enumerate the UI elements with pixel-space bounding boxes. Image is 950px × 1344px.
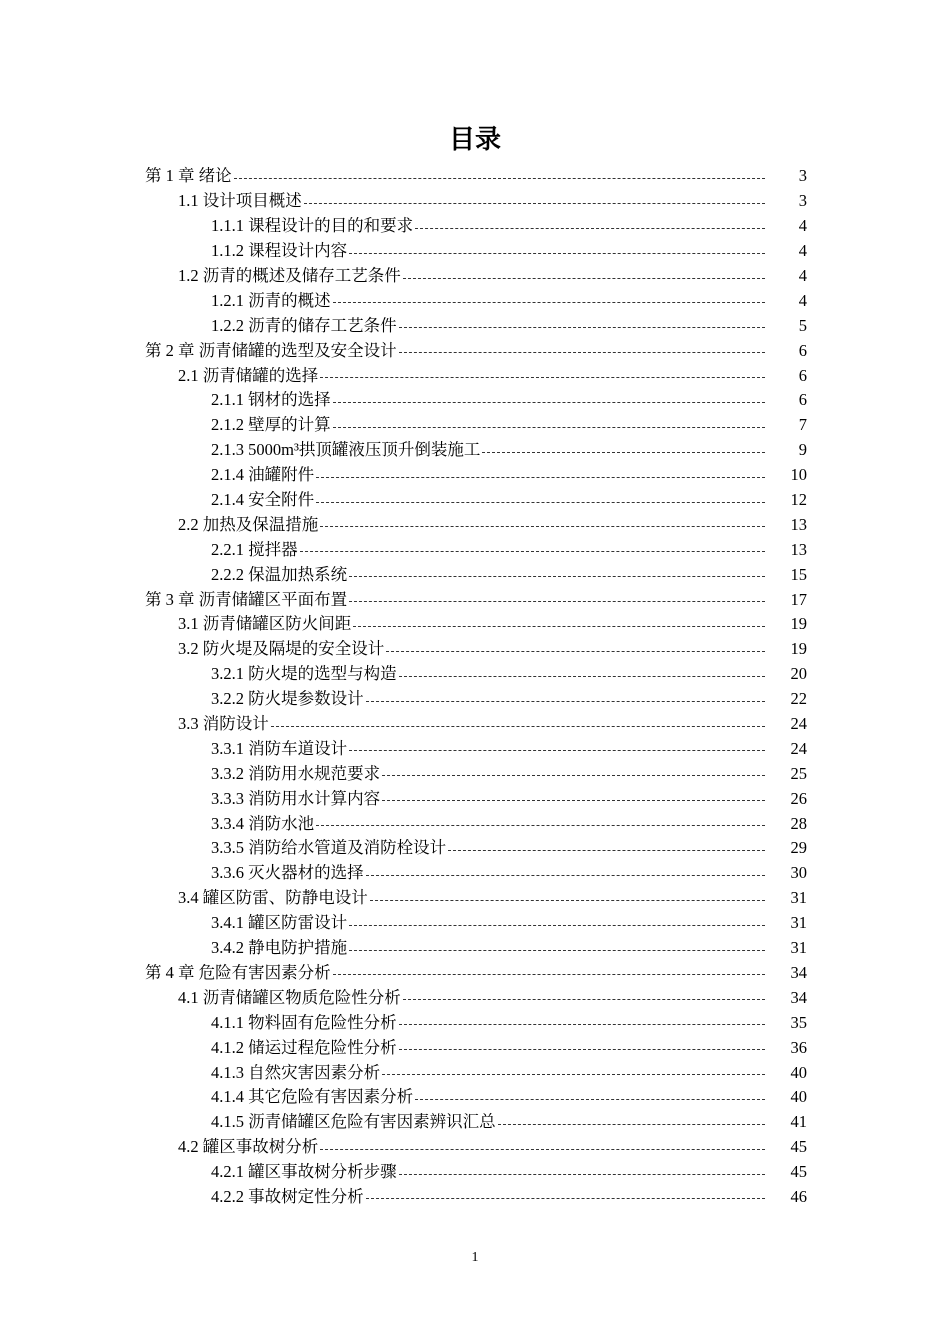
toc-entry-label: 2.2.2 保温加热系统 [211,564,348,584]
toc-entry[interactable] [0,1085,950,1110]
toc-title: 目录 [448,125,501,155]
toc-entry-label: 4.1.4 其它危险有害因素分析 [211,1087,414,1107]
toc-dot-leader [333,973,765,975]
toc-entry-page: 17 [790,589,807,609]
toc-entry-page: 30 [790,863,807,883]
toc-entry[interactable] [0,712,950,737]
toc-entry-page: 4 [798,216,807,236]
toc-dot-leader [320,525,765,527]
toc-entry-page: 7 [798,415,807,435]
toc-entry-page: 4 [798,241,807,261]
page-number: 1 [471,1250,479,1265]
toc-entry-label: 2.1.2 壁厚的计算 [211,415,331,435]
toc-entry[interactable] [0,911,950,936]
toc-entry-page: 26 [790,788,807,808]
toc-entry[interactable] [0,537,950,562]
toc-entry-page: 45 [790,1137,807,1157]
toc-entry[interactable] [0,1160,950,1185]
toc-dot-leader [399,1173,765,1175]
toc-entry-page: 29 [790,838,807,858]
toc-dot-leader [333,426,765,428]
toc-entry[interactable] [0,736,950,761]
toc-entry[interactable] [0,463,950,488]
toc-dot-leader [349,949,765,951]
toc-dot-leader [415,227,765,229]
toc-entry-page: 34 [790,962,807,982]
toc-entry-page: 5 [798,315,807,335]
toc-entry-label: 1.2.2 沥青的储存工艺条件 [211,315,397,335]
toc-entry-label: 4.1 沥青储罐区物质危险性分析 [178,987,401,1007]
toc-entry[interactable] [0,811,950,836]
toc-dot-leader [349,749,765,751]
toc-entry-label: 4.1.5 沥青储罐区危险有害因素辨识汇总 [211,1112,496,1132]
toc-entry-label: 3.3.5 消防给水管道及消防栓设计 [211,838,447,858]
toc-entry-page: 41 [790,1112,807,1132]
toc-dot-leader [399,675,765,677]
toc-entry-page: 31 [790,913,807,933]
toc-entry-label: 2.2.1 搅拌器 [211,539,298,559]
toc-entry-page: 24 [790,714,807,734]
toc-entry[interactable] [0,886,950,911]
toc-dot-leader [415,1098,765,1100]
toc-entry[interactable] [0,985,950,1010]
toc-entry-page: 15 [790,564,807,584]
toc-dot-leader [300,550,765,552]
toc-dot-leader [320,1148,765,1150]
toc-dot-leader [382,799,765,801]
toc-entry[interactable] [0,488,950,513]
toc-entry-page: 13 [790,514,807,534]
toc-entry-label: 4.2.1 罐区事故树分析步骤 [211,1162,397,1182]
toc-entry-page: 22 [790,689,807,709]
toc-entry[interactable] [0,1110,950,1135]
toc-dot-leader [349,924,765,926]
toc-entry-page: 40 [790,1062,807,1082]
toc-entry[interactable] [0,512,950,537]
toc-dot-leader [399,326,765,328]
toc-entry[interactable] [0,1135,950,1160]
toc-entry[interactable] [0,612,950,637]
toc-entry-label: 4.1.2 储运过程危险性分析 [211,1037,397,1057]
toc-entry-label: 3.4.2 静电防护措施 [211,938,348,958]
toc-entry[interactable] [0,413,950,438]
toc-entry-label: 1.1.1 课程设计的目的和要求 [211,216,414,236]
toc-entry[interactable] [0,1010,950,1035]
toc-entry-page: 9 [798,440,807,460]
toc-dot-leader [304,202,765,204]
toc-dot-leader [320,376,765,378]
toc-entry-label: 3.2.2 防火堤参数设计 [211,689,364,709]
toc-entry[interactable] [0,1185,950,1210]
toc-entry-label: 第 1 章 绪论 [145,166,232,186]
toc-entry-label: 1.1.2 课程设计内容 [211,241,348,261]
toc-entry[interactable] [0,1060,950,1085]
toc-dot-leader [399,1048,765,1050]
table-of-contents [0,164,950,1209]
toc-entry-label: 3.3.6 灭火器材的选择 [211,863,364,883]
toc-entry[interactable] [0,1035,950,1060]
toc-entry-label: 3.2.1 防火堤的选型与构造 [211,664,397,684]
toc-entry-page: 3 [798,166,807,186]
toc-entry-label: 2.1 沥青储罐的选择 [178,365,319,385]
toc-dot-leader [382,1073,765,1075]
toc-dot-leader [386,650,765,652]
toc-entry[interactable] [0,438,950,463]
toc-entry-label: 4.1.3 自然灾害因素分析 [211,1062,381,1082]
toc-entry-label: 3.1 沥青储罐区防火间距 [178,614,352,634]
toc-entry-label: 4.2 罐区事故树分析 [178,1137,319,1157]
toc-entry-label: 2.1.1 钢材的选择 [211,390,331,410]
toc-entry-label: 1.2.1 沥青的概述 [211,290,331,310]
toc-dot-leader [349,252,765,254]
toc-dot-leader [366,874,765,876]
toc-entry-label: 3.4.1 罐区防雷设计 [211,913,348,933]
toc-entry[interactable] [0,338,950,363]
toc-entry[interactable] [0,961,950,986]
toc-entry[interactable] [0,936,950,961]
toc-entry-label: 2.1.4 安全附件 [211,490,315,510]
toc-dot-leader [366,1197,765,1199]
toc-dot-leader [366,700,765,702]
toc-entry-label: 4.1.1 物料固有危险性分析 [211,1012,397,1032]
toc-entry-label: 第 4 章 危险有害因素分析 [145,962,331,982]
toc-dot-leader [271,725,765,727]
toc-entry-page: 24 [790,738,807,758]
toc-dot-leader [316,824,765,826]
toc-entry-label: 3.3 消防设计 [178,714,269,734]
toc-entry-page: 25 [790,763,807,783]
toc-dot-leader [316,501,765,503]
toc-entry-page: 10 [790,465,807,485]
toc-entry-label: 3.3.1 消防车道设计 [211,738,348,758]
toc-entry-page: 19 [790,639,807,659]
toc-entry-label: 3.4 罐区防雷、防静电设计 [178,888,368,908]
toc-dot-leader [498,1123,765,1125]
toc-entry-page: 19 [790,614,807,634]
toc-entry-page: 45 [790,1162,807,1182]
toc-dot-leader [349,575,765,577]
toc-entry-label: 第 2 章 沥青储罐的选型及安全设计 [145,340,397,360]
toc-entry-label: 1.1 设计项目概述 [178,191,302,211]
toc-entry-label: 3.3.2 消防用水规范要求 [211,763,381,783]
toc-entry[interactable] [0,189,950,214]
toc-entry[interactable] [0,786,950,811]
toc-entry[interactable] [0,761,950,786]
toc-entry[interactable] [0,637,950,662]
toc-entry-label: 第 3 章 沥青储罐区平面布置 [145,589,348,609]
toc-dot-leader [482,451,765,453]
toc-entry[interactable] [0,861,950,886]
toc-entry-page: 31 [790,938,807,958]
toc-entry-label: 2.1.4 油罐附件 [211,465,315,485]
toc-entry-page: 12 [790,490,807,510]
toc-entry[interactable] [0,264,950,289]
toc-entry-page: 36 [790,1037,807,1057]
toc-entry-page: 4 [798,290,807,310]
toc-entry-label: 2.2 加热及保温措施 [178,514,319,534]
toc-entry-label: 3.3.4 消防水池 [211,813,315,833]
toc-entry-label: 3.3.3 消防用水计算内容 [211,788,381,808]
toc-entry-page: 6 [798,365,807,385]
toc-entry[interactable] [0,587,950,612]
toc-entry[interactable] [0,388,950,413]
toc-dot-leader [333,401,765,403]
toc-dot-leader [382,774,765,776]
toc-entry-page: 20 [790,664,807,684]
toc-entry[interactable] [0,164,950,189]
toc-entry[interactable] [0,836,950,861]
toc-entry-page: 40 [790,1087,807,1107]
toc-entry[interactable] [0,687,950,712]
toc-entry[interactable] [0,239,950,264]
toc-entry[interactable] [0,562,950,587]
toc-entry-page: 13 [790,539,807,559]
toc-dot-leader [353,625,765,627]
toc-entry-label: 3.2 防火堤及隔堤的安全设计 [178,639,385,659]
toc-entry-label: 1.2 沥青的概述及储存工艺条件 [178,266,401,285]
toc-entry[interactable] [0,313,950,338]
toc-entry[interactable] [0,214,950,239]
toc-entry[interactable] [0,363,950,388]
toc-dot-leader [333,301,765,303]
toc-entry-page: 28 [790,813,807,833]
toc-dot-leader [234,177,765,179]
toc-entry-page: 31 [790,888,807,908]
toc-dot-leader [399,351,765,353]
toc-dot-leader [403,998,765,1000]
toc-dot-leader [370,899,765,901]
toc-entry-page: 4 [798,266,807,285]
toc-dot-leader [316,476,765,478]
toc-dot-leader [349,600,765,602]
toc-dot-leader [448,849,765,851]
toc-entry-page: 6 [798,390,807,410]
toc-entry-label: 2.1.3 5000m³拱顶罐液压顶升倒装施工 [211,440,481,460]
toc-entry-label: 4.2.2 事故树定性分析 [211,1186,364,1206]
toc-entry[interactable] [0,662,950,687]
toc-entry-page: 35 [790,1012,807,1032]
toc-entry-page: 34 [790,987,807,1007]
toc-entry-page: 6 [798,340,807,360]
toc-dot-leader [403,277,765,279]
toc-entry[interactable] [0,288,950,313]
toc-dot-leader [399,1023,765,1025]
toc-entry-page: 46 [790,1186,807,1206]
toc-entry-page: 3 [798,191,807,211]
